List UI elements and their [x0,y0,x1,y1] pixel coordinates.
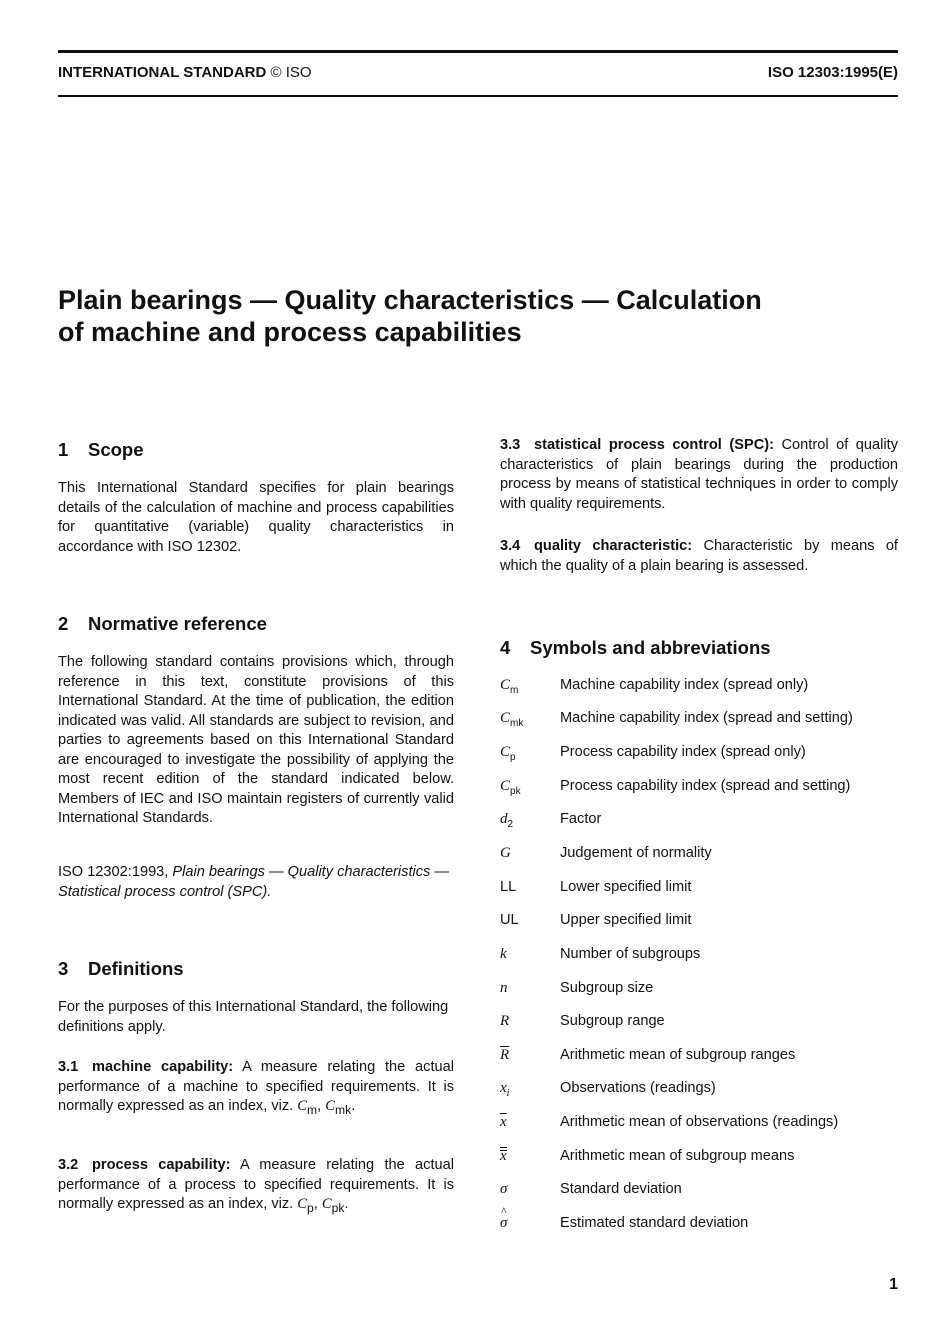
symbol-description: Arithmetic mean of observations (readings) [560,1114,839,1130]
page-title [58,284,898,348]
section-title: Symbols and abbreviations [530,637,771,658]
symbol-sub: mk [335,1102,352,1117]
symbol: $C_m$ [500,677,519,696]
definition-3-2: 3.2 process capability: A measure relating the actual performance of a process to specified requirements. It is normally expressed as an index, viz. $C_p$, $C_{pk}$. [58,1157,454,1215]
definition-term: quality characteristic: [534,538,693,554]
section-definitions-heading [58,958,184,980]
symbol-description: Arithmetic mean of subgroup ranges [560,1047,796,1063]
symbol-description: Arithmetic mean of subgroup means [560,1148,795,1164]
symbol: R [500,1013,510,1029]
symbol: $x_i$ [500,1080,510,1099]
symbol-row [500,946,900,968]
symbol-row [500,980,900,1002]
symbol-row [500,912,900,934]
symbol-sub: pk [331,1200,345,1215]
section-normative-heading [58,613,267,635]
definition-number: 3.1 [58,1059,79,1075]
symbol-sub: m [307,1102,318,1117]
section-symbols-heading [500,637,771,659]
reference-id: ISO 12302:1993, [58,864,169,880]
definition-number: 3.2 [58,1157,79,1173]
symbol-c: C [321,1196,332,1212]
symbol-description: Estimated standard deviation [560,1215,749,1231]
header-copyright: © ISO [270,64,312,81]
symbol-description: Subgroup size [560,980,654,996]
title-line-2: of machine and process capabilities [58,317,522,347]
definition-text: Control of quality characteristics of plain bearings during the production process by means of statistical techniques in order to comply with quality requirements. [500,437,898,512]
symbol: $C_{mk}$ [500,710,524,729]
definition-text: A measure relating the actual performance of a machine to specified requirements. It is normally expressed as an index, viz. [58,1059,454,1114]
symbol-description: Number of subgroups [560,946,701,962]
header-rule [58,95,898,97]
definition-number: 3.4 [500,538,521,554]
normative-text: The following standard contains provisions which, through reference in this text, constitute provisions of this International Standard. At the time of publication, the edition indicated was valid. All standards are subject to revision, and parties to agreements based on this International Standard are encouraged to investigate the possibility of applying the most recent edition of the standard indicated below. Members of IEC and ISO maintain registers of currently valid International Standards. [58,654,454,826]
scope-text: This International Standard specifies for plain bearings details of the calculation of machine and process capabilities for quantitative (variable) quality characteristics in accordance with ISO 12302. [58,480,454,555]
symbol-row [500,677,900,699]
symbol-description: Machine capability index (spread only) [560,677,809,693]
symbol: σ [500,1181,508,1197]
symbol-row [500,879,900,901]
definition-3-3 [500,436,898,514]
symbol-row [500,1114,900,1136]
page-number: 1 [889,1276,898,1293]
symbol: x [500,1148,507,1164]
symbol-c: C [297,1196,308,1212]
definition-text: A measure relating the actual performance of a process to specified requirements. It is normally expressed as an index, viz. [58,1157,454,1212]
symbol-row [500,1148,900,1170]
definition-3-1: 3.1 machine capability: A measure relating the actual performance of a machine to specified requirements. It is normally expressed as an index, viz. $C_m$, $C_{mk}$. [58,1059,454,1117]
symbol-description: Lower specified limit [560,879,692,895]
symbol: ^ σ [500,1215,550,1232]
symbol: $C_p$ [500,744,516,763]
symbol-description: Standard deviation [560,1181,682,1197]
symbol-c: C [325,1098,336,1114]
symbol-description: Judgement of normality [560,845,712,861]
symbol: n [500,980,508,996]
section-title: Definitions [88,958,184,979]
symbol-description: Process capability index (spread and setting) [560,778,851,794]
symbol-row [500,1047,900,1069]
symbol-description: Observations (readings) [560,1080,716,1096]
definition-term: process capability: [92,1157,231,1173]
symbol-row [500,1181,900,1203]
symbol-row [500,1215,900,1237]
symbol-description: Factor [560,811,602,827]
symbol: LL [500,879,517,895]
symbol-row [500,710,900,732]
definition-number: 3.3 [500,437,521,453]
symbol-c: C [297,1098,308,1114]
symbol: G [500,845,511,861]
section-number: 4 [500,637,511,658]
symbol: $\overline{R}$ [500,1047,510,1063]
section-number: 3 [58,958,69,979]
normative-reference [58,863,454,902]
symbol: $\overline{x}$ [500,1114,507,1130]
symbol-row [500,1013,900,1035]
definition-term: statistical process control (SPC): [534,437,774,453]
symbol: $C_{pk}$ [500,778,521,797]
symbol-description: Machine capability index (spread and setting) [560,710,853,726]
section-number: 2 [58,613,69,634]
symbol-row [500,744,900,766]
definition-3-4 [500,537,898,576]
symbol: k [500,946,507,962]
symbol-row [500,845,900,867]
definition-text: Characteristic by means of which the quality of a plain bearing is assessed. [500,538,898,574]
section-number: 1 [58,439,69,460]
definition-term: machine capability: [92,1059,234,1075]
header-standard-label: INTERNATIONAL STANDARD [58,64,267,81]
symbol-description: Upper specified limit [560,912,692,928]
symbol: $d_2$ [500,811,514,830]
definitions-intro: For the purposes of this International Standard, the following definitions apply. [58,999,449,1035]
symbol: UL [500,912,519,928]
symbol-description: Process capability index (spread only) [560,744,806,760]
section-scope-heading [58,439,144,461]
symbol-row [500,778,900,800]
symbol-row [500,811,900,833]
symbol-row [500,1080,900,1102]
header-standard [58,64,312,81]
title-line-1: Plain bearings — Quality characteristics — Calculation [58,285,762,315]
section-title: Scope [88,439,144,460]
reference-title: Plain bearings — Quality characteristics — Statistical process control (SPC). [58,864,449,900]
header-doc-id: ISO 12303:1995(E) [767,64,898,81]
section-title: Normative reference [88,613,267,634]
symbol-description: Subgroup range [560,1013,665,1029]
top-rule [58,50,898,53]
symbol-sub: p [307,1200,314,1215]
